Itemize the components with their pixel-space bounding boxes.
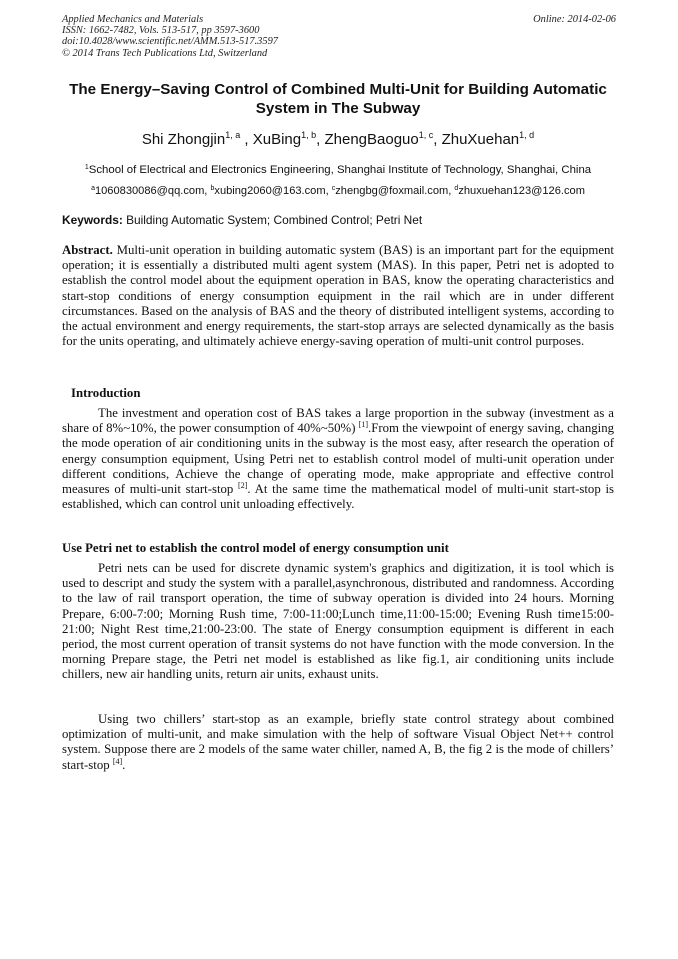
petri-section-heading: Use Petri net to establish the control model of energy consumption unit xyxy=(62,541,449,555)
affiliation-text: School of Electrical and Electronics Engineering, Shanghai Institute of Technology, Shanghai, China xyxy=(88,164,592,176)
journal-name: Applied Mechanics and Materials xyxy=(62,14,204,25)
petri-text-part: Using two chillers’ start-stop as an example, briefly state control strategy about combined optimization of multi-unit, and make simulation with the help of software Visual Object Net++ control system. Suppose there are 2 models of the same water chiller, named A, B, the fig 2 is the mode of chillers’ start-stop xyxy=(62,712,614,772)
author-name: XuBing xyxy=(252,131,302,148)
author-name: Shi Zhongjin xyxy=(141,131,226,148)
author-sup: 1, b xyxy=(301,130,317,140)
doi-line: doi:10.4028/www.scientific.net/AMM.513-517.3597 xyxy=(62,36,278,48)
email-list xyxy=(62,184,614,198)
keywords-text: Building Automatic System; Combined Control; Petri Net xyxy=(126,213,423,227)
email-address: zhengbg@foxmail.com, xyxy=(335,185,455,197)
email-sup: b xyxy=(210,185,215,192)
abstract-label: Abstract. xyxy=(62,243,113,257)
author-sup: 1, d xyxy=(519,130,535,140)
abstract-paragraph xyxy=(62,243,614,349)
email-sup: c xyxy=(331,185,336,192)
citation-ref: [4] xyxy=(112,756,123,766)
email-address: zhuxuehan123@126.com xyxy=(458,185,585,197)
author-sep: , xyxy=(240,131,253,148)
issn-line: ISSN: 1662-7482, Vols. 513-517, pp 3597-3600 xyxy=(62,25,260,37)
intro-text-part: . At the same time the mathematical model of multi-unit start-stop is established, which can control unit unloading effectively. xyxy=(62,482,614,512)
author-sep: , xyxy=(316,131,325,148)
journal-header xyxy=(62,14,278,59)
petri-paragraph-1: Petri nets can be used for discrete dynamic system's graphics and digitization, it is tool which is used to descript and study the system with a parallel,asynchronous, distributed and randomness. According to the law of rail transport operation, the time of subway operation is divided into 24 hours. Morning Prepare, 6:00-7:00; Morning Rush time, 7:00-11:00;Lunch time,11:00-15:00; Evening Rush time15:00-21:00; Night Rest time,21:00-23:00. The state of Energy consumption equipment is different in each period, the most current operation of transit systems do not have function with the mode conversion. In the morning Prepare stage, the Petri net model is established as like fig.1, air conditioning units include chillers, new air handling units, return air units, exhaust units. xyxy=(62,561,614,682)
introduction-paragraph xyxy=(62,406,614,512)
email-address: 1060830086@qq.com, xyxy=(94,185,211,197)
copyright-line: © 2014 Trans Tech Publications Ltd, Switzerland xyxy=(62,47,268,59)
keywords-label: Keywords: xyxy=(62,213,123,227)
abstract-text: Multi-unit operation in building automatic system (BAS) is an important part for the equipment operation; it is essentially a distributed multi agent system (MAS). In this paper, Petri net is adopted to establish the control model about the equipment operation in BAS, know the operating characteristics and start-stop conditions of energy consumption equipment in the rail which are in under different circumstances. Based on the analysis of BAS and the theory of distributed intelligent systems, according to the actual environment and energy requirements, the start-stop arrays are selected dynamically as the basis for the units operating, and ultimately achieve energy-saving operation of multi-unit control purposes. xyxy=(62,243,614,349)
author-sep: , xyxy=(433,131,442,148)
petri-paragraph-2 xyxy=(62,712,614,773)
affiliation-sup: 1 xyxy=(84,164,89,171)
citation-ref: [2] xyxy=(238,481,248,491)
author-name: ZhengBaoguo xyxy=(324,131,419,148)
petri-text-part: . xyxy=(122,757,126,772)
online-date: Online: 2014-02-06 xyxy=(533,14,616,25)
email-sup: d xyxy=(454,185,459,192)
paper-title: The Energy–Saving Control of Combined Multi-Unit for Building Automatic System in The Subway xyxy=(69,81,607,117)
introduction-heading: Introduction xyxy=(71,386,141,400)
affiliation xyxy=(62,163,614,177)
author-name: ZhuXuehan xyxy=(441,131,520,148)
email-address: xubing2060@163.com, xyxy=(214,185,332,197)
citation-ref: [1] xyxy=(358,420,369,430)
intro-text-part: The investment and operation cost of BAS takes a large proportion in the subway (investment as a share of 8%~10%, the power consumption of 40%~50%) xyxy=(62,406,614,436)
intro-text-part: .From the viewpoint of energy saving, changing the mode operation of air conditioning units in the subway is the most easy, after research the operation of energy consumption equipment, Using Petri net to establish control model of multi-unit operation under different conditions, Achieve the change of operating mode, make appropriate and effective control measures of multi-unit start-stop xyxy=(62,421,614,497)
email-sup: a xyxy=(91,185,95,192)
author-list xyxy=(62,131,614,149)
author-sup: 1, a xyxy=(225,130,241,140)
author-sup: 1, c xyxy=(418,130,434,140)
keywords-line xyxy=(62,213,422,228)
